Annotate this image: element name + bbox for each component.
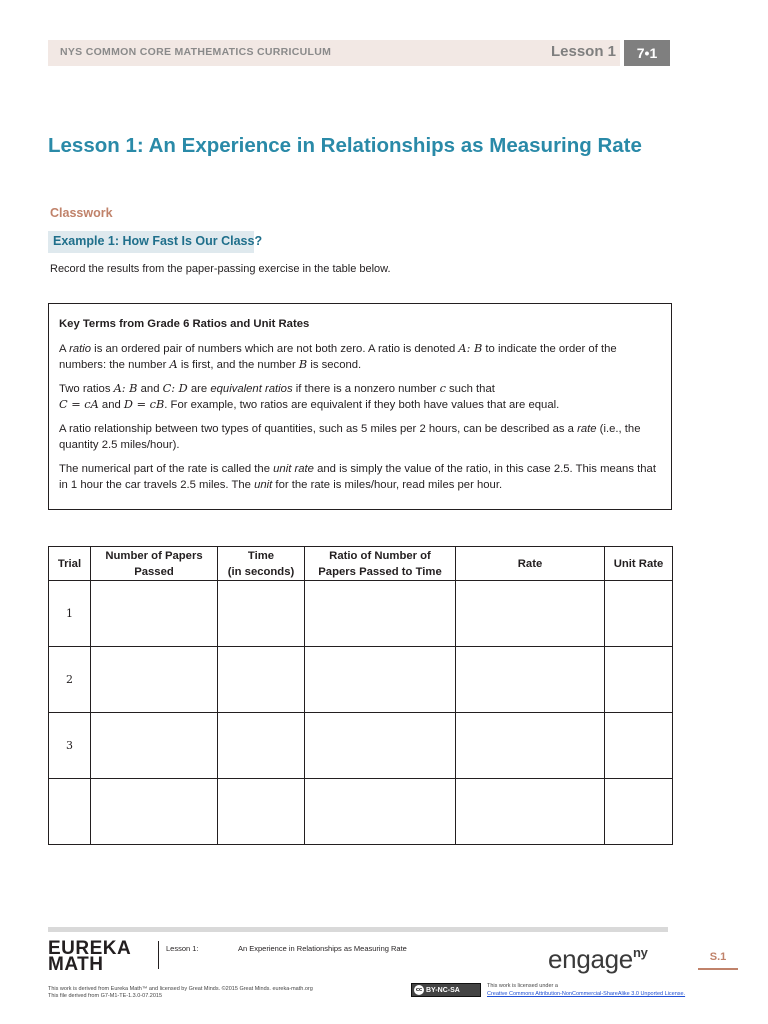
unit-rate-cell[interactable]	[605, 779, 673, 845]
footer-lesson-title: An Experience in Relationships as Measuring Rate	[238, 944, 407, 953]
footer-rule	[48, 927, 668, 932]
papers-passed-cell[interactable]	[91, 779, 218, 845]
text: Two ratios	[59, 383, 114, 395]
header-trial: Trial	[49, 547, 91, 581]
curriculum-label: NYS COMMON CORE MATHEMATICS CURRICULUM	[60, 46, 332, 58]
time-cell[interactable]	[218, 779, 305, 845]
example-heading: Example 1: How Fast Is Our Class?	[53, 234, 263, 248]
rate-cell[interactable]	[456, 779, 605, 845]
cc-icon: cc	[415, 987, 423, 993]
rate-cell[interactable]	[456, 713, 605, 779]
lesson-code-badge: 7•1	[624, 40, 670, 66]
term-equivalent-ratios: equivalent ratios	[210, 383, 293, 395]
text: are	[187, 383, 211, 395]
rate-cell[interactable]	[456, 581, 605, 647]
header-line: Time	[247, 549, 275, 562]
math-expression: c	[439, 382, 446, 395]
text: (i.e., the quantity 2.5 miles/hour).	[59, 423, 641, 451]
header-line: Passed	[134, 565, 174, 578]
header-papers-passed	[91, 547, 218, 581]
header-line: (in seconds)	[227, 565, 295, 578]
text: is second.	[307, 359, 362, 371]
text: is an ordered pair of numbers which are not both zero. A ratio is denoted	[91, 343, 459, 355]
table-row	[49, 779, 673, 845]
text: is first, and the number	[177, 359, 299, 371]
footer-credit: This work is derived from Eureka Math™ and licensed by Great Minds. ©2015 Great Minds. eureka-math.org	[48, 986, 313, 992]
logo-word: MATH	[48, 954, 104, 975]
text: for the rate is miles/hour, read miles per hour.	[272, 479, 503, 491]
license-link[interactable]: Creative Commons Attribution-NonCommercial-ShareAlike 3.0 Unported License.	[487, 991, 686, 997]
term-unit-rate: unit rate	[273, 463, 314, 475]
ratio-cell[interactable]	[305, 713, 456, 779]
time-cell[interactable]	[218, 713, 305, 779]
lesson-label: Lesson 1	[550, 43, 616, 60]
table-row	[49, 713, 673, 779]
key-terms-title: Key Terms from Grade 6 Ratios and Unit Rates	[59, 318, 310, 330]
header-time	[218, 547, 305, 581]
header-unit-rate: Unit Rate	[605, 547, 673, 581]
engageny-logo	[548, 944, 648, 975]
math-expression: C: D	[162, 382, 188, 395]
logo-superscript: ny	[632, 945, 648, 960]
text: The numerical part of the rate is called the	[59, 463, 274, 475]
trial-cell: 3	[49, 713, 91, 779]
term-rate: rate	[577, 423, 597, 435]
license-text: This work is licensed under a	[487, 983, 558, 989]
text: and is simply the value of the ratio, in this case 2.5. This means that in 1 hour the car travels 2.5 miles. The	[59, 463, 656, 491]
math-expression: A: B	[113, 382, 138, 395]
ratio-cell[interactable]	[305, 581, 456, 647]
page-number: S.1	[698, 946, 738, 970]
text: and	[137, 383, 163, 395]
footer-divider	[158, 941, 159, 969]
trial-cell: 2	[49, 647, 91, 713]
results-table	[48, 546, 673, 845]
eureka-math-logo	[48, 938, 132, 975]
table-row	[49, 647, 673, 713]
papers-passed-cell[interactable]	[91, 581, 218, 647]
unit-rate-cell[interactable]	[605, 713, 673, 779]
header-ratio	[305, 547, 456, 581]
footer-file-credit: This file derived from G7-M1-TE-1.3.0-07.2015	[48, 993, 163, 999]
header-rate: Rate	[456, 547, 605, 581]
trial-cell: 1	[49, 581, 91, 647]
text: A	[59, 343, 70, 355]
math-expression: C = cA	[59, 398, 99, 411]
unit-rate-definition	[59, 461, 661, 493]
instruction-text: Record the results from the paper-passing exercise in the table below.	[50, 263, 391, 275]
logo-word: EUREKA	[48, 938, 132, 959]
key-terms-box	[48, 303, 672, 510]
text: to indicate the order of the numbers: the number	[59, 343, 617, 371]
ratio-cell[interactable]	[305, 647, 456, 713]
time-cell[interactable]	[218, 647, 305, 713]
ratio-cell[interactable]	[305, 779, 456, 845]
rate-cell[interactable]	[456, 647, 605, 713]
page-title: Lesson 1: An Experience in Relationships as Measuring Rate	[48, 134, 642, 157]
cc-license-badge[interactable]	[411, 983, 481, 997]
cc-badge-label: BY-NC-SA	[426, 987, 460, 994]
ratio-definition	[59, 341, 661, 373]
papers-passed-cell[interactable]	[91, 647, 218, 713]
unit-rate-cell[interactable]	[605, 581, 673, 647]
text: such that	[445, 383, 495, 395]
math-expression: B	[298, 358, 308, 371]
math-expression: A: B	[458, 342, 483, 355]
text: if there is a nonzero number	[292, 383, 440, 395]
classwork-heading: Classwork	[50, 206, 113, 220]
unit-rate-cell[interactable]	[605, 647, 673, 713]
header-line: Ratio of Number of	[329, 549, 431, 562]
papers-passed-cell[interactable]	[91, 713, 218, 779]
header-line: Number of Papers	[105, 549, 203, 562]
math-expression: A	[169, 358, 178, 371]
math-expression: D = cB	[123, 398, 165, 411]
rate-definition	[59, 421, 661, 453]
footer-lesson: Lesson 1:	[166, 944, 199, 953]
text: . For example, two ratios are equivalent if they both have values that are equal.	[164, 399, 560, 411]
table-row	[49, 581, 673, 647]
header-line: Papers Passed to Time	[318, 565, 442, 578]
logo-word: engage	[548, 944, 633, 974]
term-unit: unit	[254, 479, 273, 491]
text: and	[98, 399, 124, 411]
table-header-row	[49, 547, 673, 581]
time-cell[interactable]	[218, 581, 305, 647]
trial-cell[interactable]	[49, 779, 91, 845]
text: A ratio relationship between two types of quantities, such as 5 miles per 2 hours, can be described as a	[59, 423, 578, 435]
term-ratio: ratio	[69, 343, 92, 355]
equivalent-ratios-definition	[59, 381, 661, 413]
